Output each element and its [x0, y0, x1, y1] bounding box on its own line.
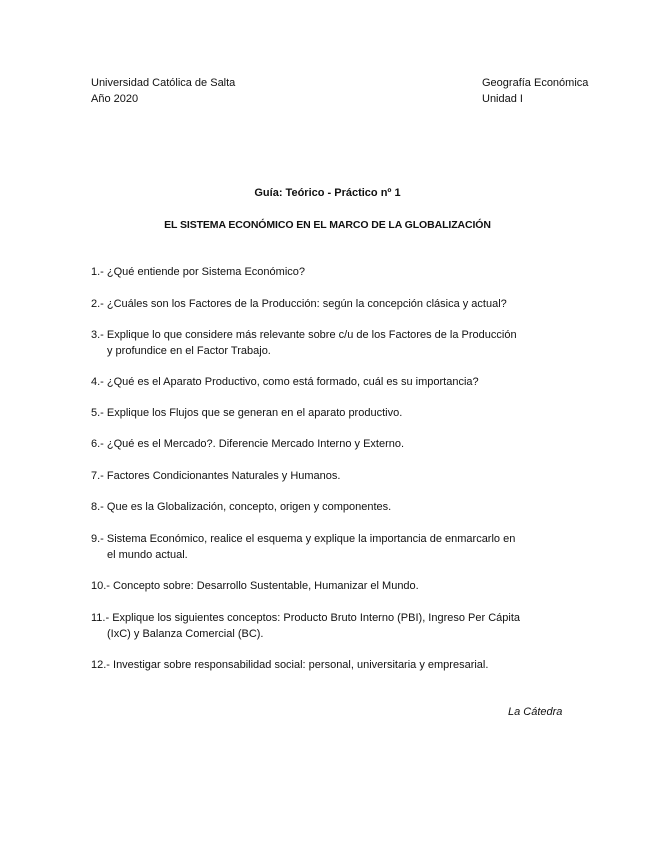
header-left — [91, 75, 235, 107]
question-item — [91, 405, 571, 421]
question-line: 2.- ¿Cuáles son los Factores de la Producción: según la concepción clásica y actual? — [91, 298, 507, 310]
year: Año 2020 — [91, 93, 139, 105]
question-line: 11.- Explique los siguientes conceptos: Producto Bruto Interno (PBI), Ingreso Per Cápita — [91, 612, 521, 624]
question-item — [91, 468, 571, 484]
question-item — [91, 578, 571, 594]
signature: La Cátedra — [508, 706, 563, 718]
question-line: 12.- Investigar sobre responsabilidad social: personal, universitaria y empresarial. — [91, 659, 489, 671]
question-item — [91, 327, 571, 359]
question-item — [91, 657, 571, 673]
question-item — [91, 296, 571, 312]
question-line: 3.- Explique lo que considere más relevante sobre c/u de los Factores de la Producción — [91, 329, 517, 341]
header-right — [482, 75, 588, 107]
subject-name: Geografía Económica — [482, 77, 589, 89]
question-line-continuation: (IxC) y Balanza Comercial (BC). — [107, 628, 264, 640]
guide-title: Guía: Teórico - Práctico nº 1 — [254, 187, 401, 199]
question-item — [91, 531, 571, 563]
question-line: 9.- Sistema Económico, realice el esquema y explique la importancia de enmarcarlo en — [91, 533, 516, 545]
university-name: Universidad Católica de Salta — [91, 77, 236, 89]
question-item — [91, 436, 571, 452]
question-line: 8.- Que es la Globalización, concepto, origen y componentes. — [91, 501, 392, 513]
question-line-continuation: el mundo actual. — [107, 549, 188, 561]
question-line: 5.- Explique los Flujos que se generan en el aparato productivo. — [91, 407, 403, 419]
question-line: 6.- ¿Qué es el Mercado?. Diferencie Mercado Interno y Externo. — [91, 438, 405, 450]
question-line-continuation: y profundice en el Factor Trabajo. — [107, 345, 271, 357]
unit-name: Unidad I — [482, 93, 523, 105]
question-item — [91, 264, 571, 280]
question-item — [91, 610, 571, 642]
question-line: 1.- ¿Qué entiende por Sistema Económico? — [91, 266, 306, 278]
main-title: EL SISTEMA ECONÓMICO EN EL MARCO DE LA GLOBALIZACIÓN — [164, 219, 491, 231]
question-line: 10.- Concepto sobre: Desarrollo Sustentable, Humanizar el Mundo. — [91, 580, 419, 592]
question-line: 4.- ¿Qué es el Aparato Productivo, como está formado, cuál es su importancia? — [91, 376, 479, 388]
question-line: 7.- Factores Condicionantes Naturales y Humanos. — [91, 470, 341, 482]
question-item — [91, 499, 571, 515]
question-item — [91, 374, 571, 390]
